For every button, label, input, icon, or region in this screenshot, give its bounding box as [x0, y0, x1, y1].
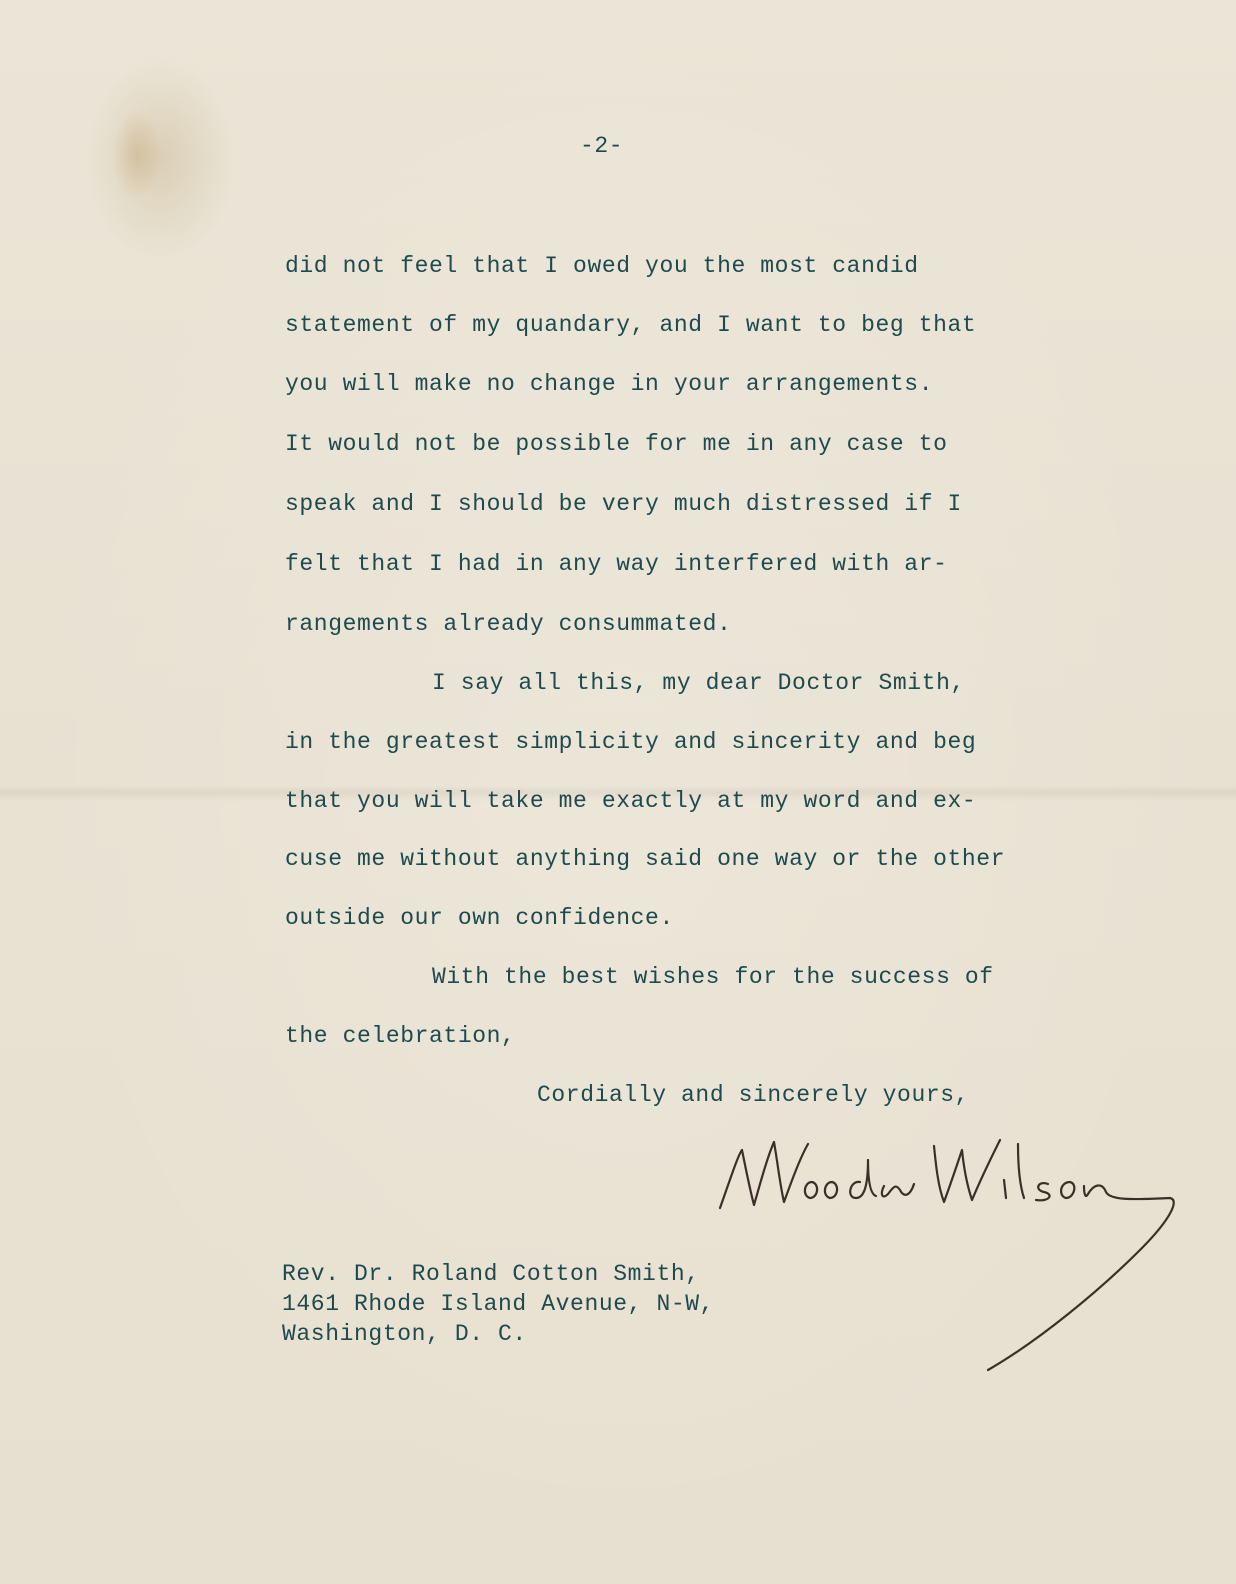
recipient-name: Rev. Dr. Roland Cotton Smith, — [282, 1261, 700, 1287]
body-line: the celebration, — [285, 1023, 516, 1049]
body-line: statement of my quandary, and I want to beg that — [285, 312, 977, 338]
paragraph-opening-line: I say all this, my dear Doctor Smith, — [432, 670, 965, 696]
body-line: speak and I should be very much distressed if I — [285, 491, 962, 517]
recipient-city: Washington, D. C. — [282, 1321, 527, 1347]
body-line: you will make no change in your arrangements. — [285, 371, 934, 397]
handwritten-signature — [700, 1120, 1180, 1400]
page-number: -2- — [580, 133, 624, 159]
body-line: It would not be possible for me in any case to — [285, 431, 948, 457]
body-line: felt that I had in any way interfered with ar- — [285, 551, 948, 577]
body-line: rangements already consummated. — [285, 611, 732, 637]
body-line: outside our own confidence. — [285, 905, 674, 931]
paragraph-opening-line: With the best wishes for the success of — [432, 964, 994, 990]
body-line: that you will take me exactly at my word and ex- — [285, 788, 977, 814]
recipient-street: 1461 Rhode Island Avenue, N-W, — [282, 1291, 715, 1317]
body-line: cuse me without anything said one way or the other — [285, 846, 1006, 872]
body-line: did not feel that I owed you the most candid — [285, 253, 919, 279]
body-line: in the greatest simplicity and sincerity and beg — [285, 729, 977, 755]
complimentary-closing: Cordially and sincerely yours, — [537, 1082, 970, 1108]
